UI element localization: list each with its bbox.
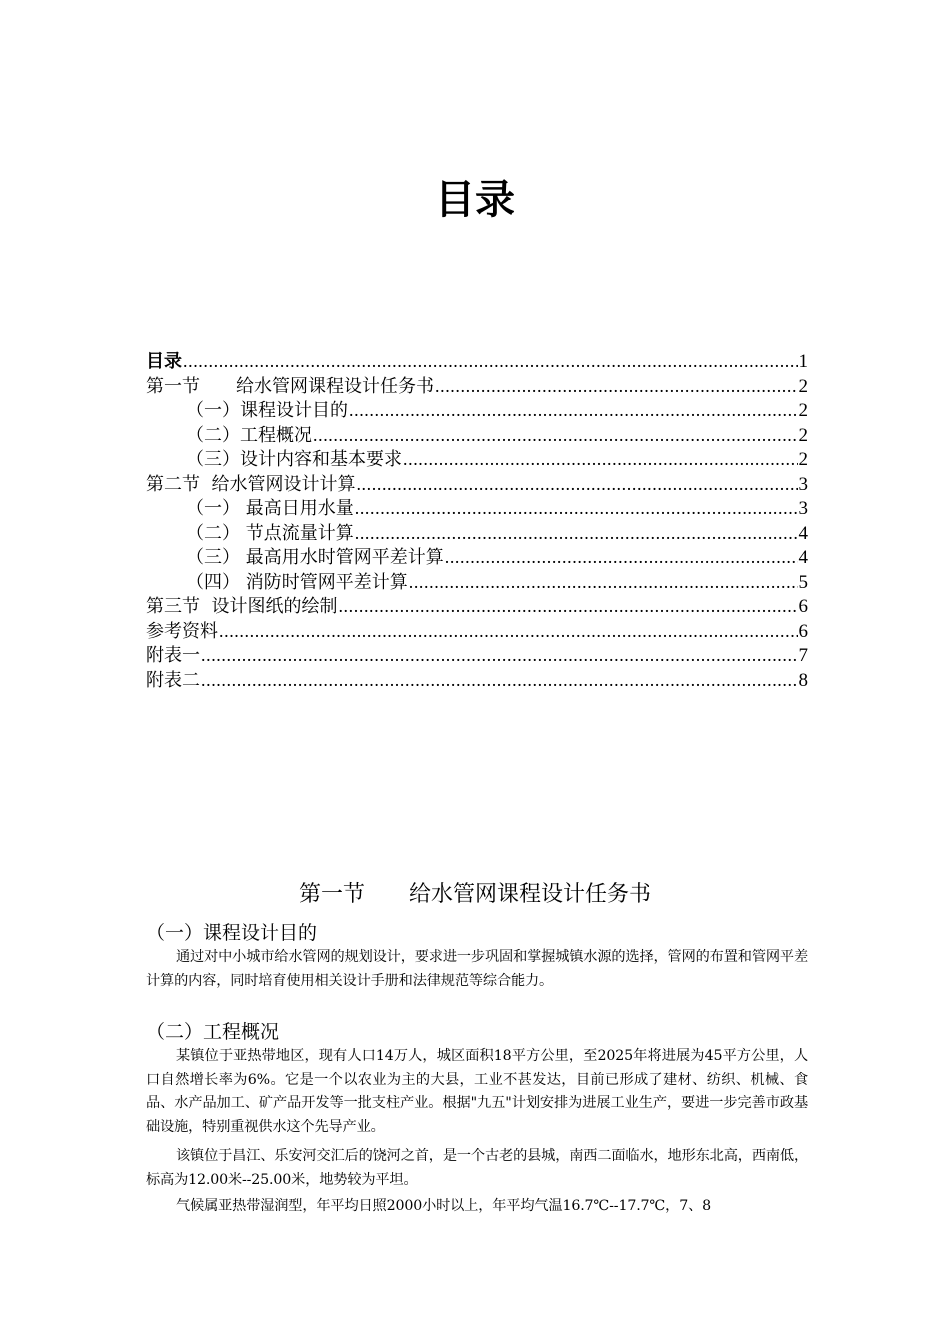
toc-title: 目录: [435, 177, 515, 223]
toc-leader-dots: [355, 521, 798, 546]
toc-leader-dots: [338, 594, 797, 619]
toc-entry[interactable]: [146, 349, 808, 374]
toc-entry-label: （三） 最高用水时管网平差计算: [186, 547, 444, 568]
toc-entry-label: （一） 最高日用水量: [186, 498, 354, 519]
toc-leader-dots: [349, 398, 798, 423]
toc-entry-label: （一）课程设计目的: [186, 400, 348, 421]
toc-entry[interactable]: [146, 398, 808, 423]
toc-leader-dots: [355, 496, 798, 521]
toc-leader-dots: [219, 619, 798, 644]
toc-leader-dots: [183, 349, 798, 374]
toc-entry-label: 参考资料: [146, 620, 218, 642]
toc-entry-page: 6: [798, 620, 808, 642]
toc-entry-page: 3: [798, 473, 808, 495]
toc-entry-label: 目录: [146, 351, 182, 372]
toc-entry-label: （二） 节点流量计算: [186, 522, 354, 544]
toc-entry-label: （四） 消防时管网平差计算: [186, 571, 408, 593]
toc-entry-page: 3: [798, 498, 808, 519]
toc-entry[interactable]: [146, 643, 808, 668]
toc-entry-label: 第三节 设计图纸的绘制: [146, 596, 338, 617]
toc-entry-page: 2: [798, 449, 808, 470]
toc-leader-dots: [409, 570, 798, 595]
toc-leader-dots: [356, 472, 797, 497]
toc-entry[interactable]: [146, 545, 808, 570]
toc-leader-dots: [435, 374, 798, 399]
toc-entry[interactable]: [146, 496, 808, 521]
toc-entry-page: 2: [798, 375, 808, 397]
section-heading: 第一节 给水管网课程设计任务书: [298, 882, 651, 907]
table-of-contents: [146, 349, 808, 692]
toc-entry[interactable]: [146, 472, 808, 497]
toc-leader-dots: [201, 668, 798, 693]
toc-entry-label: （二）工程概况: [186, 424, 312, 446]
toc-entry-label: 第二节 给水管网设计计算: [146, 473, 356, 495]
toc-entry-page: 2: [798, 400, 808, 421]
toc-entry[interactable]: [146, 594, 808, 619]
subsection-heading: （一）课程设计目的: [146, 922, 318, 944]
toc-entry[interactable]: [146, 374, 808, 399]
toc-entry-label: 附表一: [146, 645, 200, 666]
toc-entry-page: 2: [798, 424, 808, 446]
toc-leader-dots: [201, 643, 798, 668]
toc-entry-label: 第一节 给水管网课程设计任务书: [146, 375, 434, 397]
toc-entry-page: 4: [798, 547, 808, 568]
toc-entry-page: 1: [798, 351, 808, 372]
toc-entry-page: 8: [798, 669, 808, 691]
toc-entry-page: 6: [798, 596, 808, 617]
toc-entry-page: 5: [798, 571, 808, 593]
toc-entry-page: 4: [798, 522, 808, 544]
toc-leader-dots: [403, 447, 798, 472]
body-paragraph: 该镇位于昌江、乐安河交汇后的饶河之首，是一个古老的县城，南西二面临水，地形东北高，西南低，标高为12.00米--25.00米，地势较为平坦。: [146, 1148, 808, 1188]
toc-entry[interactable]: [146, 619, 808, 644]
toc-entry[interactable]: [146, 668, 808, 693]
toc-entry[interactable]: [146, 570, 808, 595]
toc-leader-dots: [313, 423, 798, 448]
toc-entry-label: 附表二: [146, 669, 200, 691]
toc-entry-page: 7: [798, 645, 808, 666]
toc-entry[interactable]: [146, 447, 808, 472]
subsection-heading: （二）工程概况: [146, 1021, 280, 1043]
body-paragraph: 某镇位于亚热带地区，现有人口14万人，城区面积18平方公里，至2025年将进展为45平方公里，人口自然增长率为6%。它是一个以农业为主的大县，工业不甚发达，目前已形成了建材、纺织、机械、食品、水产品加工、矿产品开发等一批支柱产业。根据"九五"计划安排为进展工业生产，要进一步完善市政基础设施，特别重视供水这个先导产业。: [146, 1048, 808, 1135]
toc-entry[interactable]: [146, 521, 808, 546]
toc-entry[interactable]: [146, 423, 808, 448]
body-paragraph: 通过对中小城市给水管网的规划设计，要求进一步巩固和掌握城镇水源的选择，管网的布置和管网平差计算的内容，同时培育使用相关设计手册和法律规范等综合能力。: [146, 949, 808, 989]
body-paragraph: 气候属亚热带湿润型，年平均日照2000小时以上，年平均气温16.7℃--17.7℃，7、8: [176, 1198, 711, 1214]
toc-leader-dots: [445, 545, 798, 570]
toc-entry-label: （三）设计内容和基本要求: [186, 449, 402, 470]
